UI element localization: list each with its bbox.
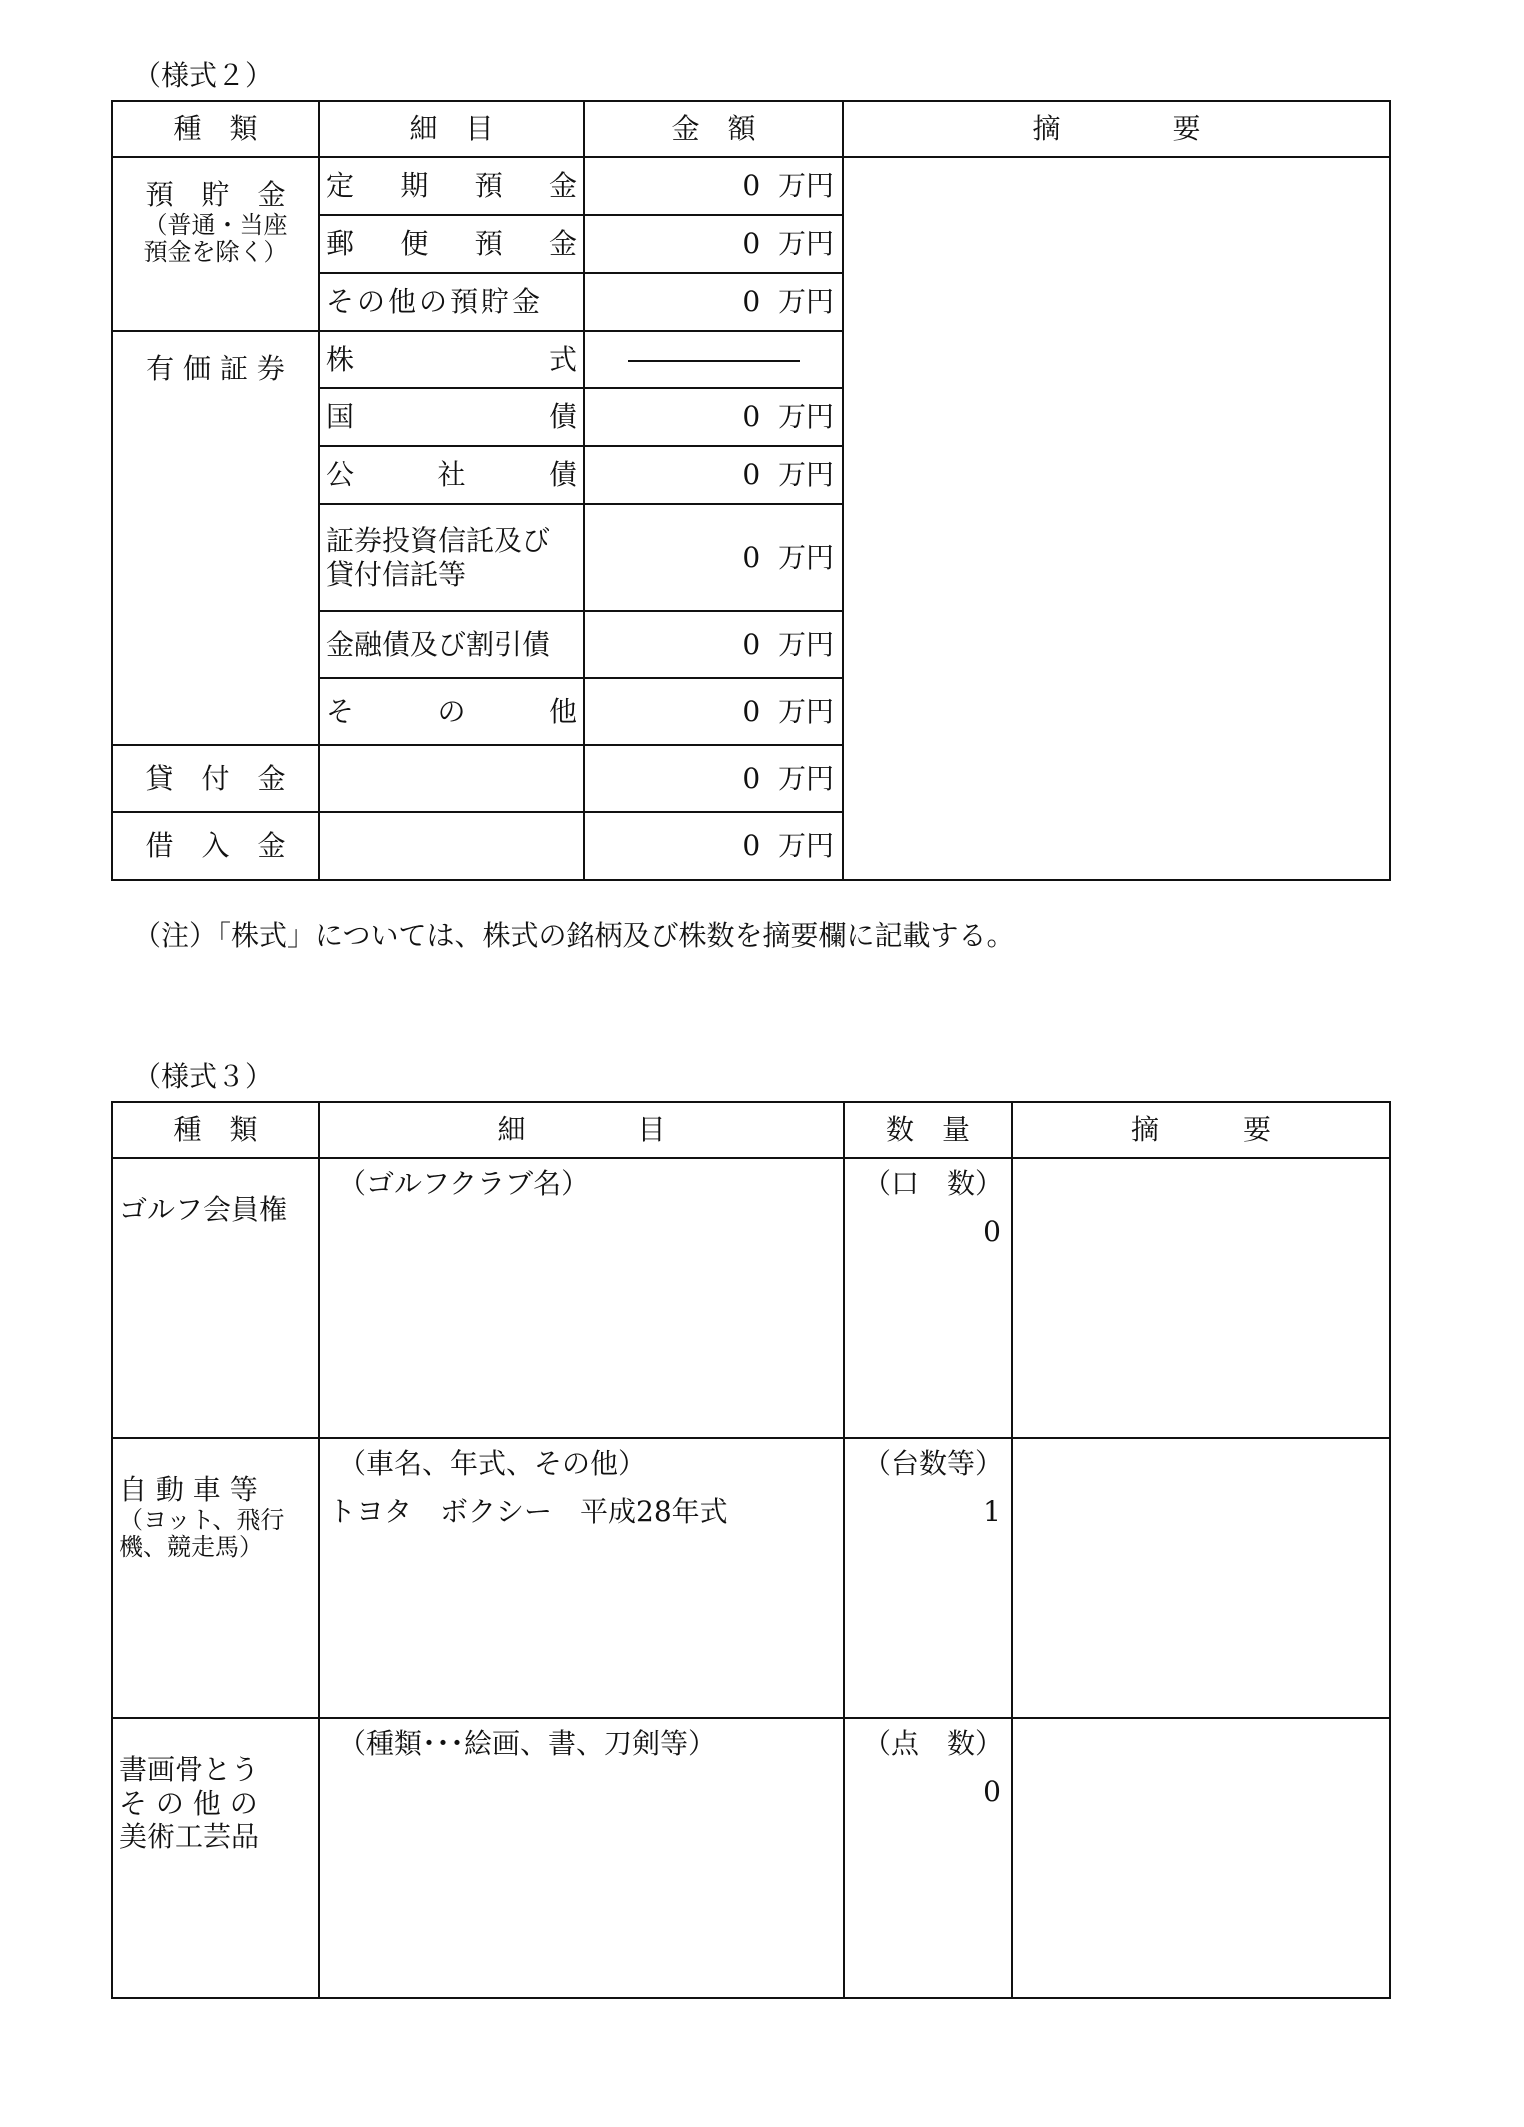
amount-shasai: 0 万円	[584, 446, 843, 504]
category-securities: 有 価 証 券	[112, 331, 319, 745]
amount-toshin: 0 万円	[584, 504, 843, 611]
form3-header-type: 種 類	[112, 1102, 319, 1158]
category-art: 書画骨とう そ の 他 の 美術工芸品	[112, 1718, 319, 1998]
qty-art-value: 0	[983, 1774, 1001, 1808]
qty-golf-value: 0	[983, 1214, 1001, 1248]
item-sonota-yochokin: その他の預貯金	[326, 285, 544, 319]
form2-table	[111, 100, 1391, 881]
form2-title: （様式２）	[133, 59, 274, 92]
item-kokusai: 国 債	[326, 400, 577, 434]
amount-kokusai: 0 万円	[584, 388, 843, 446]
qty-car-value: 1	[983, 1494, 1001, 1528]
item-shasai: 公 社 債	[326, 458, 577, 492]
amount-kabushiki	[584, 331, 843, 388]
form2-memo-column	[843, 157, 1390, 880]
detail-car: （車名、年式、その他） トヨタ ボクシー 平成28年式	[319, 1438, 844, 1718]
category-borrowings: 借 入 金	[112, 812, 319, 880]
category-loans: 貸 付 金	[112, 745, 319, 812]
memo-golf	[1012, 1158, 1390, 1438]
item-kinyusai: 金融債及び割引債	[326, 627, 551, 661]
form2-header-amount: 金 額	[584, 101, 843, 157]
form2-note: （注）「株式」については、株式の銘柄及び株数を摘要欄に記載する。	[133, 919, 1015, 952]
amount-sonota: 0 万円	[584, 678, 843, 745]
memo-art	[1012, 1718, 1390, 1998]
form3-header-detail: 細 目	[319, 1102, 844, 1158]
form2-header-memo: 摘 要	[843, 101, 1390, 157]
qty-golf: （口 数） 0	[844, 1158, 1012, 1438]
form3-header-qty: 数 量	[844, 1102, 1012, 1158]
amount-kashitsuke: 0 万円	[584, 745, 843, 812]
memo-car	[1012, 1438, 1390, 1718]
detail-car-value: トヨタ ボクシー 平成28年式	[328, 1494, 728, 1528]
item-kabushiki: 株 式	[326, 342, 577, 376]
form2-header-item: 細 目	[319, 101, 584, 157]
form3-title: （様式３）	[133, 1060, 274, 1093]
form3-header-memo: 摘 要	[1012, 1102, 1390, 1158]
category-golf: ゴルフ会員権	[112, 1158, 319, 1438]
qty-car: （台数等） 1	[844, 1438, 1012, 1718]
category-deposits-note2: 預金を除く）	[143, 238, 288, 267]
category-deposits	[112, 157, 319, 331]
amount-yubin: 0 万円	[584, 215, 843, 273]
item-teiki: 定 期 預 金	[326, 169, 577, 203]
qty-art: （点 数） 0	[844, 1718, 1012, 1998]
form2-header-type: 種 類	[112, 101, 319, 157]
amount-teiki: 0 万円	[584, 157, 843, 215]
dash-line	[628, 360, 800, 362]
item-toshin: 証券投資信託及び 貸付信託等	[319, 504, 584, 611]
detail-golf: （ゴルフクラブ名）	[319, 1158, 844, 1438]
category-car: 自 動 車 等 （ヨット、飛行 機、競走馬）	[112, 1438, 319, 1718]
detail-art: （種類･･･絵画、書、刀剣等）	[319, 1718, 844, 1998]
category-deposits-note1: （普通・当座	[143, 210, 288, 239]
item-sonota: そ の 他	[326, 694, 577, 728]
item-yubin: 郵 便 預 金	[326, 227, 577, 261]
item-kariire-blank	[319, 812, 584, 880]
form3-table	[111, 1101, 1391, 1999]
amount-kinyusai: 0 万円	[584, 611, 843, 678]
amount-sonota-yochokin: 0 万円	[584, 273, 843, 331]
amount-kariire: 0 万円	[584, 812, 843, 880]
item-kashitsuke-blank	[319, 745, 584, 812]
category-deposits-label: 預 貯 金	[145, 178, 286, 211]
